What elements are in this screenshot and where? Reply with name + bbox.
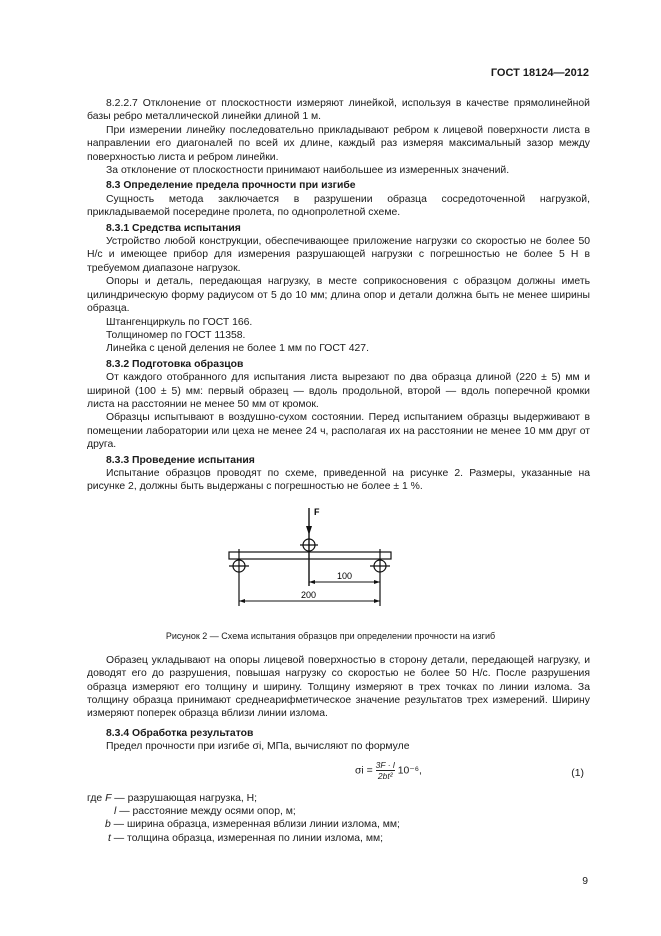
where-prefix: где — [87, 792, 106, 804]
definition: — расстояние между осями опор, м; — [116, 806, 296, 818]
paragraph: При измерении линейку последовательно прикладывают ребром к лицевой поверхности листа в направлении его диагоналей по всей их длине, каждый раз измеряя максимальный зазор между поверхностью листа и ребром линейки. — [87, 124, 590, 163]
paragraph: За отклонение от плоскостности принимают наибольшее из измеренных значений. — [106, 165, 510, 177]
formula-denominator: 2bt² — [377, 770, 393, 781]
paragraph: 8.2.2.7 Отклонение от плоскостности измеряют линейкой, используя в качестве прямолинейной базы ребро металлической линейки длиной 1 м. — [87, 98, 590, 123]
definition: — ширина образца, измеренная вблизи линии излома, мм; — [110, 819, 400, 831]
section-heading: 8.3.1 Средства испытания — [106, 222, 241, 234]
formula-numerator: 3F · l — [375, 759, 395, 770]
formula-factor: 10⁻⁶, — [397, 764, 422, 776]
where-item — [87, 805, 590, 818]
symbol: b — [105, 819, 111, 831]
equation-number: (1) — [571, 767, 584, 779]
paragraph: Штангенциркуль по ГОСТ 166. — [106, 316, 253, 328]
force-label: F — [314, 506, 320, 517]
specimen-beam — [229, 552, 391, 559]
dimension-label-200: 200 — [301, 589, 317, 600]
section-heading: 8.3.2 Подготовка образцов — [106, 358, 244, 370]
paragraph: Образцы испытывают в воздушно-сухом состоянии. Перед испытанием образцы выдерживают в помещении лаборатории или цеха не менее 24 ч, располагая их на расстоянии не менее 10 мм друг от друга. — [87, 412, 590, 451]
section-heading: 8.3 Определение предела прочности при изгибе — [106, 180, 356, 192]
paragraph: Линейка с ценой деления не более 1 мм по ГОСТ 427. — [106, 343, 369, 355]
paragraph: От каждого отобранного для испытания листа вырезают по два образца длиной (220 ± 5) мм и шириной (100 ± 5) мм: первый образец — вдоль продольной, второй — вдоль поперечной кромки листа на расстоянии не менее 50 мм от кромок. — [87, 372, 590, 410]
paragraph: Устройство любой конструкции, обеспечивающее приложение нагрузки со скоростью не более 50 Н/с и имеющее прибор для измерения разрушающей нагрузки с погрешностью не более 5 Н в требуемом диапазоне нагрузок. — [87, 236, 590, 274]
symbol: F — [105, 792, 112, 804]
figure-caption: Рисунок 2 — Схема испытания образцов при определении прочности на изгиб — [165, 630, 496, 641]
formula-row — [87, 758, 590, 792]
where-item — [87, 832, 590, 845]
dimension-label-100: 100 — [337, 570, 353, 581]
definition: — разрушающая нагрузка, Н; — [111, 792, 258, 804]
page-number: 9 — [582, 876, 588, 888]
paragraph: Толщиномер по ГОСТ 11358. — [106, 329, 246, 341]
formula — [355, 760, 422, 781]
symbol: l — [114, 806, 117, 818]
formula-equals: = — [366, 764, 373, 776]
paragraph: Образец укладывают на опоры лицевой поверхностью в сторону детали, передающей нагрузку, и доводят его до разрушения, повышая нагрузку со скоростью не более 50 Н/с. После разрушения образца измеряют его толщину и ширину. Толщину измеряют в трех точках по линии излома. За толщину образца принимают среднеарифметическое значение результатов трех измерений. Ширину измеряют поперек образца вблизи линии излома. — [87, 654, 590, 720]
where-item — [87, 818, 590, 831]
formula-fraction — [376, 760, 395, 781]
section-heading: 8.3.3 Проведение испытания — [106, 454, 255, 466]
definition: — толщина образца, измеренная по линии излома, мм; — [110, 832, 383, 844]
formula-lhs: σi — [355, 764, 364, 776]
paragraph: Испытание образцов проводят по схеме, приведенной на рисунке 2. Размеры, указанные на рисунке 2, должны быть выдержаны с погрешностью не более ± 1 %. — [87, 467, 590, 493]
document-header: ГОСТ 18124—2012 — [490, 67, 589, 79]
paragraph: Опоры и деталь, передающая нагрузку, в месте соприкосновения с образцом должны иметь цилиндрическую форму радиусом от 5 до 10 мм; длина опор и детали должна быть не менее ширины образца. — [87, 276, 590, 315]
symbol: t — [108, 832, 111, 844]
paragraph: Предел прочности при изгибе σi, МПа, вычисляют по формуле — [106, 741, 410, 753]
section-heading: 8.3.4 Обработка результатов — [106, 727, 254, 739]
paragraph: Сущность метода заключается в разрушении образца сосредоточенной нагрузкой, прикладываемой посередине пролета, по однопролетной схеме. — [87, 193, 590, 219]
figure-container — [87, 494, 590, 626]
where-item — [87, 792, 590, 805]
document-body — [87, 97, 590, 889]
bending-test-diagram — [87, 494, 590, 626]
